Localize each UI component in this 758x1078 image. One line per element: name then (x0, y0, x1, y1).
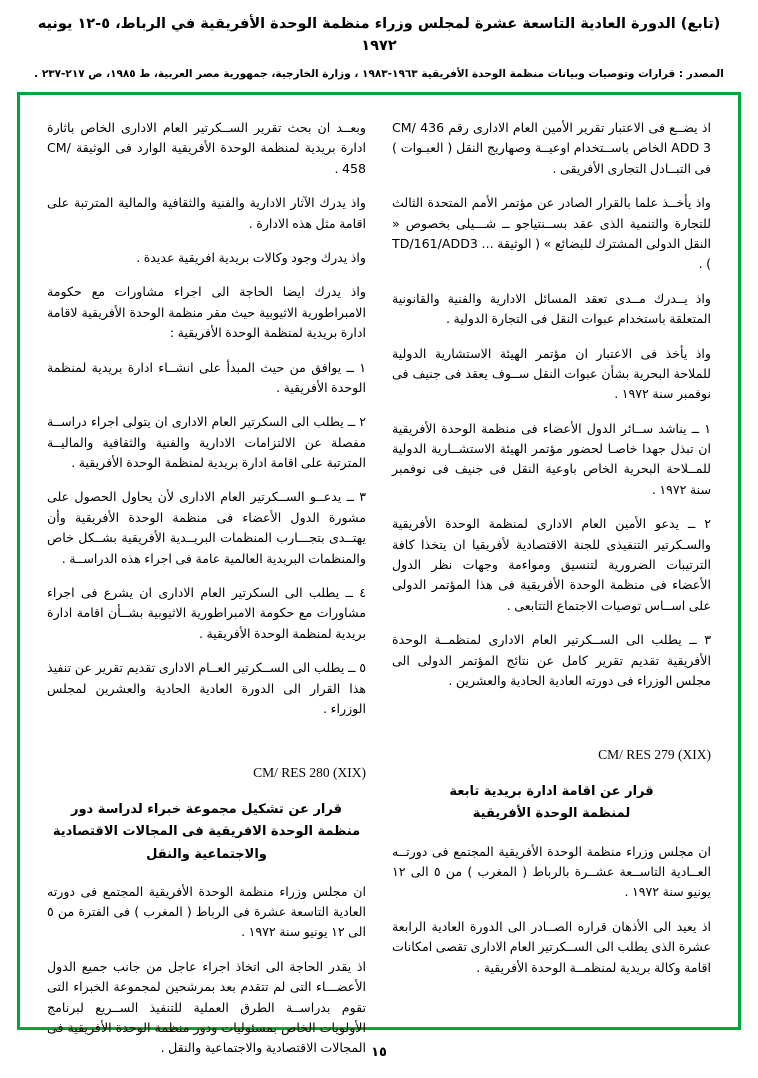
column-left (47, 118, 366, 1056)
resolution-id: CM/ RES 280 (XIX) (253, 765, 366, 781)
paragraph: ٢ ــ يدعو الأمين العام الادارى لمنظمة الوحدة الأفريقية والسـكرتير التنفيذى للجنة الاقتصادية لأفريقيا ان يتخذا كافة الترتيبات الضرورية لتنسيق ومواءمة وجهات نظر الدول الأعضاء فى منظمة الوحدة الأفريقية فى هذا المؤتمر الدولى على اســاس توصيات الاجتماع التتابعى . (392, 516, 711, 613)
paragraph: ٣ ــ يطلب الى الســكرتير العام الادارى لمنظمــة الوحدة الأفريقية تقديم تقرير كامل عن نتائج المؤتمر الدولى الى مجلس الوزراء فى دورته العادية الحادية والعشرين . (392, 632, 711, 688)
page-number: ١٥ (371, 1045, 387, 1060)
paragraph: ان مجلس وزراء منظمة الوحدة الأفريقية المجتمع فى دورته العادية التاسعة عشرة فى الرباط ( المغرب ) فى الفترة من ٥ الى ١٢ يونيو سنة ١٩٧٢ . (47, 883, 366, 940)
paragraph: ٥ ــ يطلب الى الســكرتير العــام الادارى تقديم تقرير عن تنفيذ هذا القرار الى الدورة العادية الحادية والعشرين لمجلس الوزراء . (47, 660, 366, 716)
page-header (0, 0, 758, 81)
resolution-title-line: لمنظمة الوحدة الأفريقية (472, 806, 631, 822)
resolution-title (392, 781, 711, 825)
header-source: المصدر : قرارات وتوصيات وبيانات منظمة الوحدة الأفريقية ١٩٦٣-١٩٨٣ ، وزارة الخارجية، جمهورية مصر العربية، ط ١٩٨٥، ص ٢١٧-٢٣٧ . (34, 67, 724, 80)
paragraph: واذ يدرك وجود وكالات بريدية افريقية عديدة . (136, 249, 366, 265)
paragraph: ٤ ــ يطلب الى السكرتير العام الادارى ان يشرع فى اجراء مشاورات مع حكومة الامبراطورية الاثيوبية بشــأن اقامة ادارة بريدية لمنظمة الوحدة الأفريقية . (47, 585, 366, 641)
paragraph: ١ ــ يوافق من حيث المبدأ على انشــاء ادارة بريدية لمنظمة الوحدة الأفريقية . (47, 359, 366, 395)
paragraph: واذ يأخذ فى الاعتبار ان مؤتمر الهيئة الاستشارية الدولية للملاحة البحرية بشأن عبوات النقل ســوف يعقد فى جنيف فى نوفمبر سنة ١٩٧٢ . (392, 345, 711, 402)
paragraph: ١ ــ يناشد ســائر الدول الأعضاء فى منظمة الوحدة الأفريقية ان تبذل جهدا خاصـا لحضور مؤتمر الهيئة الاستشــارية الدولية للمــلاحة البحرية الخاص باوعية النقل فى جنيف فى نوفمبر سنة ١٩٧٢ . (392, 420, 711, 497)
resolution-title-line: منظمة الوحدة الافريقية فى المجالات الاقتصادية (52, 824, 361, 840)
header-title: (تابع) الدورة العادية التاسعة عشرة لمجلس وزراء منظمة الوحدة الأفريقية في الرباط، ٥-١٢ يونيه ١٩٧٢ (37, 16, 721, 54)
paragraph: واذ يدرك ايضا الحاجة الى اجراء مشاورات مع حكومة الامبراطورية الاثيوبية حيث مقر منظمة الوحدة الأفريقية لاقامة ادارة بريدية لمنظمة الوحدة الأفريقية : (47, 284, 366, 341)
paragraph: اذ يعيد الى الأذهان قراره الصــادر الى الدورة العادية الرابعة عشرة الذى يطلب الى الســكرتير العام الادارى تقصى امكانات اقامة وكالة بريدية لمنظمــة الوحدة الأفريقية . (392, 918, 711, 975)
resolution-title-line: والاجتماعية والنقل (146, 846, 267, 862)
resolution-title (47, 799, 366, 865)
resolution-title-line: قرار عن اقامة ادارة بريدية تابعة (449, 784, 654, 800)
paragraph: واذ يــدرك مــدى تعقد المسائل الادارية والفنية والقانونية المتعلقة باستخدام عبوات النقل فى التجارة الدولية . (392, 290, 711, 327)
paragraph: اذ يضــع فى الاعتبار تقرير الأمين العام الادارى رقم CM/ 436 ADD 3 الخاص باســتخدام اوعيــة وصهاريج النقل ( العبـوات ) فى التبــادل التجارى الأفريقى . (392, 120, 711, 176)
paragraph: ٣ ــ يدعــو الســكرتير العام الادارى لأن يحاول الحصول على مشورة الدول الأعضاء فى منظمة الوحدة الأفريقية وأن يهتــدى بتجـــارب المنظمات البريــدية الأفريقية بشــكل خاص والمنظمات البريدية العالمية عامة فى اجراء هذه الدراســة . (47, 489, 366, 566)
resolution-title-line: قرار عن تشكيل مجموعة خبراء لدراسة دور (70, 802, 342, 818)
paragraph: وبعــد ان بحث تقرير الســكرتير العام الادارى الخاص باثارة ادارة بريدية لمنظمة الوحدة الأفريقية الوارد فى الوثيقة CM/ 458 . (47, 120, 366, 176)
paragraph: ٢ ــ يطلب الى السكرتير العام الادارى ان يتولى اجراء دراســة مفصلة عن الالتزامات الادارية والفنية والثقافية والماليــة المترتبة على اقامة ادارة بريدية لمنظمة الوحدة الأفريقية . (47, 414, 366, 471)
resolution-id: CM/ RES 279 (XIX) (598, 747, 711, 763)
paragraph: واذ يأخــذ علما بالقرار الصادر عن مؤتمر الأمم المتحدة الثالث للتجارة والتنمية الذى عقد بســنتياجو ــ شـــيلى بخصوص « النقل الدولى المشترك للبضائع » ( الوثيقة ... TD/161/ADD3 ) . (392, 195, 711, 272)
paragraph: اذ يقدر الحاجة الى اتخاذ اجراء عاجل من جانب جميع الدول الأعضـــاء التى لم تتقدم بعد بمرشحين لمجموعة الخبراء التى تقوم بدراســة الطرق العملية للتنفيذ الســريع لبرنامج الأولويات الخاص بمسئوليات ودور منظمة الوحدة الأفريقية فى المجالات الاقتصادية والاجتماعية والنقل . (47, 958, 366, 1056)
column-right (392, 118, 711, 1012)
paragraph: واذ يدرك الآثار الادارية والفنية والثقافية والمالية المترتبة على اقامة مثل هذه الادارة . (47, 195, 366, 231)
paragraph: ان مجلس وزراء منظمة الوحدة الأفريقية المجتمع فى دورتــه العــادية التاســعة عشــرة بالرباط ( المغرب ) من ٥ الى ١٢ يونيو سنة ١٩٧٢ . (392, 843, 712, 900)
